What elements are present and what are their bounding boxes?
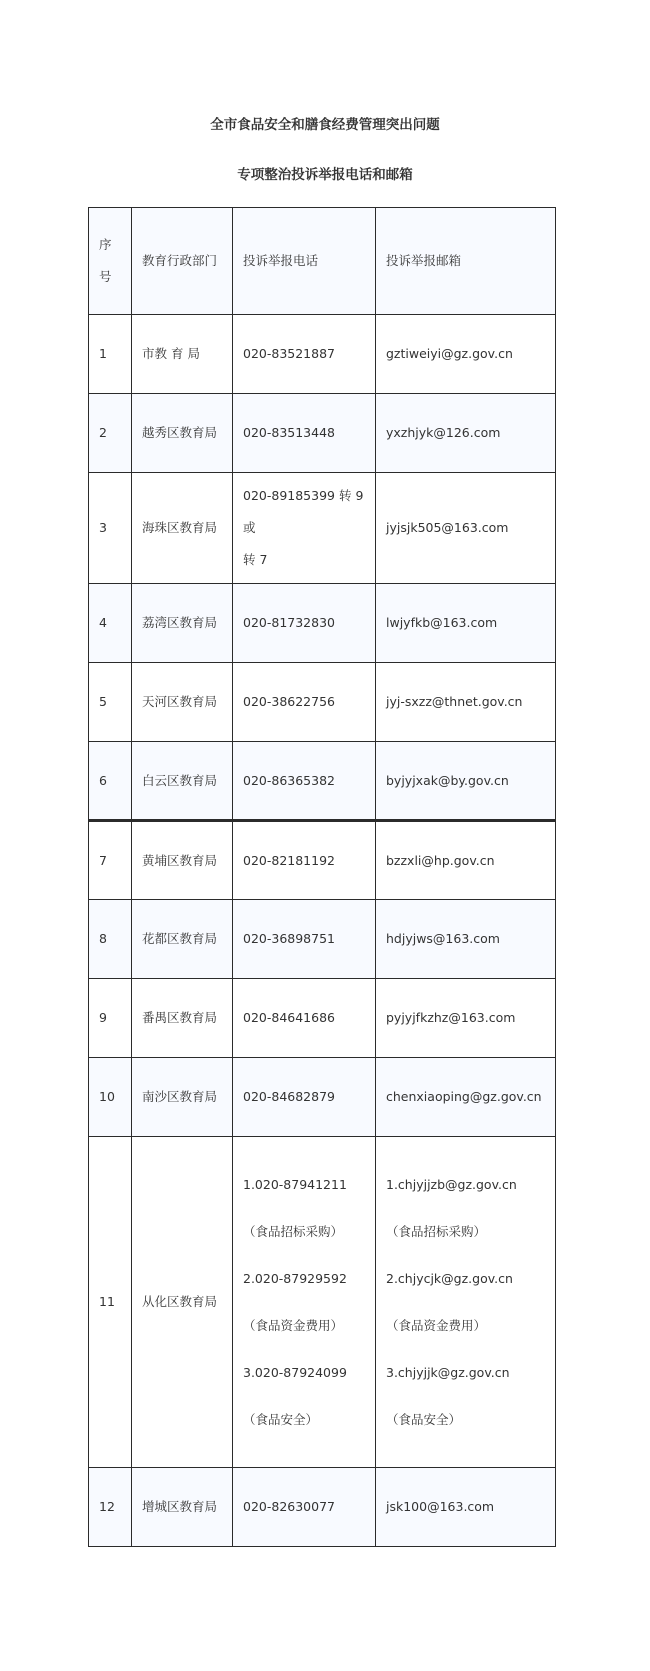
- table-row: [89, 584, 556, 663]
- row-email-line: （食品资金费用）: [386, 1318, 487, 1333]
- row-phone-line: 020-89185399 转 9 或: [243, 488, 364, 535]
- row-dept: 荔湾区教育局: [132, 584, 233, 663]
- row-phone-line: （食品安全）: [243, 1412, 319, 1427]
- row-phone-line: （食品招标采购）: [243, 1224, 344, 1239]
- row-phone: 020-83521887: [233, 315, 376, 394]
- row-email: gztiweiyi@gz.gov.cn: [376, 315, 556, 394]
- row-phone-line: （食品资金费用）: [243, 1318, 344, 1333]
- header-row: [89, 208, 556, 315]
- row-phone-line: 转 7: [243, 552, 268, 567]
- row-index: 10: [89, 1058, 132, 1137]
- row-email: byjyjxak@by.gov.cn: [376, 742, 556, 821]
- row-index: 11: [89, 1137, 132, 1468]
- row-email: jyj-sxzz@thnet.gov.cn: [376, 663, 556, 742]
- row-phone: [233, 473, 376, 584]
- row-dept: 市教 育 局: [132, 315, 233, 394]
- row-dept: 从化区教育局: [132, 1137, 233, 1468]
- row-email: jyjsjk505@163.com: [376, 473, 556, 584]
- row-email: pyjyjfkzhz@163.com: [376, 979, 556, 1058]
- header-phone: 投诉举报电话: [233, 208, 376, 315]
- row-email-line: 3.chjyjjk@gz.gov.cn: [386, 1365, 510, 1380]
- document-subtitle: 专项整治投诉举报电话和邮箱: [237, 167, 413, 183]
- row-index: 5: [89, 663, 132, 742]
- row-index: 9: [89, 979, 132, 1058]
- row-dept: 海珠区教育局: [132, 473, 233, 584]
- row-phone: 020-36898751: [233, 900, 376, 979]
- row-index: 2: [89, 394, 132, 473]
- row-index: 6: [89, 742, 132, 821]
- row-email: chenxiaoping@gz.gov.cn: [376, 1058, 556, 1137]
- row-dept: 黄埔区教育局: [132, 821, 233, 900]
- header-email: 投诉举报邮箱: [376, 208, 556, 315]
- row-dept: 越秀区教育局: [132, 394, 233, 473]
- row-phone: [233, 1137, 376, 1468]
- table-row: [89, 979, 556, 1058]
- row-phone: 020-81732830: [233, 584, 376, 663]
- row-phone: 020-82181192: [233, 821, 376, 900]
- row-email: yxzhjyk@126.com: [376, 394, 556, 473]
- row-phone: 020-83513448: [233, 394, 376, 473]
- table-row: [89, 1058, 556, 1137]
- header-index-top: 序: [99, 237, 112, 252]
- row-phone: 020-84682879: [233, 1058, 376, 1137]
- row-index: 8: [89, 900, 132, 979]
- row-index: 4: [89, 584, 132, 663]
- row-phone-line: 2.020-87929592: [243, 1271, 347, 1286]
- row-index: 7: [89, 821, 132, 900]
- row-phone-line: 3.020-87924099: [243, 1365, 347, 1380]
- table-row: [89, 394, 556, 473]
- row-dept: 白云区教育局: [132, 742, 233, 821]
- document-title: 全市食品安全和膳食经费管理突出问题: [210, 117, 440, 133]
- header-index-bottom: 号: [99, 269, 112, 284]
- row-email-line: 1.chjyjjzb@gz.gov.cn: [386, 1177, 517, 1192]
- row-phone: 020-86365382: [233, 742, 376, 821]
- table-row: [89, 473, 556, 584]
- row-phone: 020-38622756: [233, 663, 376, 742]
- header-index: [89, 208, 132, 315]
- row-index: 1: [89, 315, 132, 394]
- row-email: bzzxli@hp.gov.cn: [376, 821, 556, 900]
- table-row: [89, 1137, 556, 1468]
- header-dept: 教育行政部门: [132, 208, 233, 315]
- row-email-line: （食品招标采购）: [386, 1224, 487, 1239]
- table-row: [89, 742, 556, 821]
- row-email-line: （食品安全）: [386, 1412, 462, 1427]
- contact-table: [88, 207, 556, 1547]
- table-row: [89, 900, 556, 979]
- row-email: [376, 1137, 556, 1468]
- row-dept: 增城区教育局: [132, 1468, 233, 1547]
- row-dept: 花都区教育局: [132, 900, 233, 979]
- row-dept: 天河区教育局: [132, 663, 233, 742]
- row-phone: 020-82630077: [233, 1468, 376, 1547]
- table-row: [89, 663, 556, 742]
- row-email: lwjyfkb@163.com: [376, 584, 556, 663]
- table-row: [89, 1468, 556, 1547]
- row-email-line: 2.chjycjk@gz.gov.cn: [386, 1271, 513, 1286]
- row-phone-line: 1.020-87941211: [243, 1177, 347, 1192]
- row-dept: 番禺区教育局: [132, 979, 233, 1058]
- row-index: 3: [89, 473, 132, 584]
- table-row: [89, 821, 556, 900]
- row-phone: 020-84641686: [233, 979, 376, 1058]
- row-email: jsk100@163.com: [376, 1468, 556, 1547]
- row-index: 12: [89, 1468, 132, 1547]
- row-email: hdjyjws@163.com: [376, 900, 556, 979]
- table-row: [89, 315, 556, 394]
- row-dept: 南沙区教育局: [132, 1058, 233, 1137]
